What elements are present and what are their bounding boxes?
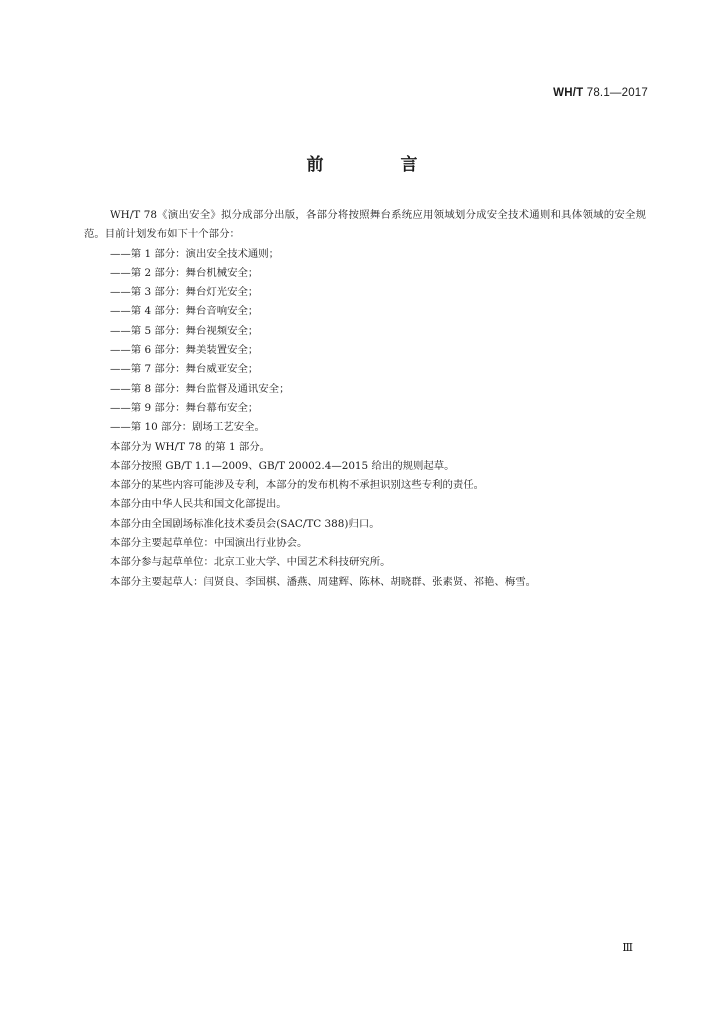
standard-prefix: WH/T [553,87,584,99]
page-number: Ⅲ [622,942,633,954]
list-item: ——第 3 部分：舞台灯光安全； [110,286,259,299]
list-item: ——第 9 部分：舞台幕布安全； [110,401,259,414]
statement-proposer: 本部分由中华人民共和国文化部提出。 [110,498,287,511]
statement-part-of-series: 本部分为 WH/T 78 的第 1 部分。 [110,440,271,453]
statement-drafting-rules: 本部分按照 GB/T 1.1—2009、GB/T 20002.4—2015 给出的规则起草。 [110,459,455,472]
page-title: 前 言 [306,155,448,175]
standard-code [553,87,648,99]
intro-paragraph: WH/T 78《演出安全》拟分成部分出版，各部分将按照舞台系统应用领域划分成安全技术通则和具体领域的安全规范。目前计划发布如下十个部分： [84,209,646,241]
list-item: ——第 1 部分：演出安全技术通则； [110,247,280,260]
statement-patent-notice: 本部分的某些内容可能涉及专利，本部分的发布机构不承担识别这些专利的责任。 [110,479,485,492]
statement-committee: 本部分由全国剧场标准化技术委员会(SAC/TC 388)归口。 [110,517,380,530]
list-item: ——第 5 部分：舞台视频安全； [110,324,259,337]
statement-main-drafters: 本部分主要起草人：闫贤良、李国棋、潘燕、周建辉、陈林、胡晓群、张素贤、祁艳、梅雪。 [110,575,537,588]
list-item: ——第 2 部分：舞台机械安全； [110,266,259,279]
list-item: ——第 10 部分：剧场工艺安全。 [110,421,265,434]
statement-participating-units: 本部分参与起草单位：北京工业大学、中国艺术科技研究所。 [110,556,391,569]
list-item: ——第 7 部分：舞台威亚安全； [110,363,259,376]
statement-main-drafting-unit: 本部分主要起草单位：中国演出行业协会。 [110,537,308,550]
list-item: ——第 8 部分：舞台监督及通讯安全； [110,382,290,395]
list-item: ——第 6 部分：舞美装置安全； [110,344,259,357]
foreword-body [84,206,646,592]
standard-number: 78.1—2017 [586,87,648,99]
list-item: ——第 4 部分：舞台音响安全； [110,305,259,318]
